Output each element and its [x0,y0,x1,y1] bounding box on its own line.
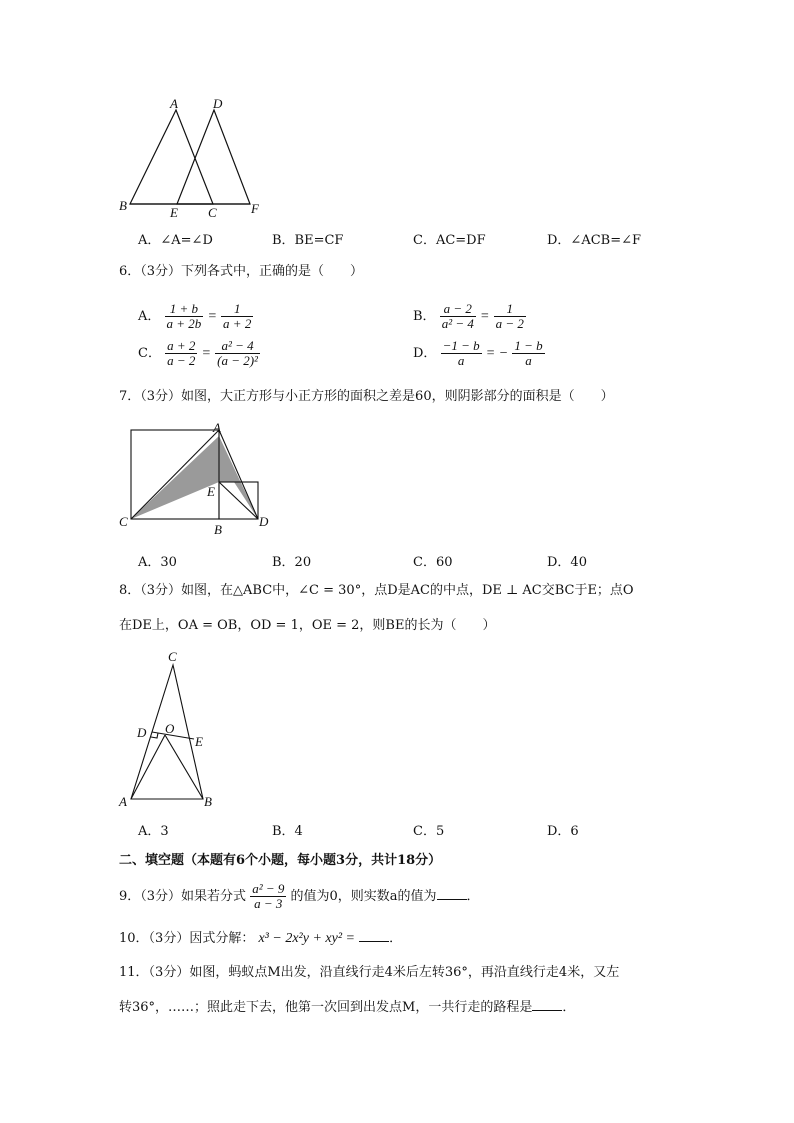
q10-end: ． [389,931,403,946]
q6-a-lhs-num: 1 + b [165,302,204,317]
q6-b-rhs-fraction [494,302,526,331]
q6-c-lhs-den: a − 2 [167,353,196,368]
q6-d-sign: = − [485,346,509,361]
q6-stem: 6．（3分）下列各式中，正确的是（ ） [119,264,364,279]
q6-b-rhs-num: 1 [494,302,526,317]
q6-d-lhs-den: a [457,353,465,368]
q7-stem: 7．（3分）如图，大正方形与小正方形的面积之差是60，则阴影部分的面积是（ ） [119,389,614,404]
label-b: B [204,794,212,809]
label-a: A [170,96,178,111]
q6-d-label: D． [413,346,437,361]
label-a: A [119,794,127,809]
q6-a-lhs-fraction [165,302,204,331]
q11-stem-line2-wrap [119,998,575,1018]
label-c: C [119,514,128,529]
q7-option-b[interactable]: B．20 [272,555,312,570]
q6-option-c[interactable]: C． $\frac{a + 2}{a - 2}$ = $\frac{\text{a² − 4}}{\text{(a − 2)²}}$ [138,338,258,368]
q10-answer-blank[interactable] [359,929,389,942]
q10-expression: x³ − 2x²y + xy² = [258,931,355,946]
q6-b-lhs-den: a² − 4 [441,316,474,331]
q6-c-rhs-den: (a − 2)² [217,353,258,368]
q9-num: a² − 9 [252,881,285,896]
q7-squares-figure [110,420,280,542]
q11-end: ． [562,1000,576,1015]
q6-c-rhs-num: a² − 4 [215,339,260,354]
label-f: F [251,201,259,216]
q6-a-rhs-den: a + 2 [223,316,252,331]
q5-triangles-figure [110,92,270,222]
q5-option-a[interactable]: A．∠A=∠D [138,233,213,248]
label-c: C [168,649,177,664]
label-b: B [214,522,222,537]
label-d: D [259,514,269,529]
q9-fraction [250,882,286,911]
shaded-region-left [131,436,219,519]
q5-option-c[interactable]: C．AC=DF [413,233,486,248]
q6-d-rhs-den: a [525,353,532,368]
q6-b-label: B． [413,309,436,324]
q11-answer-blank[interactable] [532,998,562,1011]
q6-d-lhs-fraction [441,339,482,368]
q6-option-b[interactable]: B． $\frac{a - 2}{\text{a² − 4}}$ = $\frac{1}{a - 2}$ [413,301,524,331]
q5-option-d[interactable]: D．∠ACB=∠F [547,233,642,248]
q7-option-d[interactable]: D．40 [547,555,587,570]
label-e: E [170,205,178,220]
q6-c-lhs-fraction [165,339,197,368]
label-e: E [207,484,215,499]
q7-option-a[interactable]: A．30 [138,555,177,570]
q6-a-rhs-fraction [221,302,253,331]
q9-pre: 9．（3分）如果若分式 [119,889,247,904]
q8-triangle-figure [110,645,230,817]
q10-pre: 10．（3分）因式分解： [119,931,255,946]
q9 [119,882,480,911]
triangle-abc [130,110,213,204]
label-c: C [208,205,217,220]
label-a: A [213,420,221,435]
q6-option-a[interactable]: A． $\frac{1 + b}{a + 2b}$ = $\frac{1}{a + 2}$ [138,301,252,331]
q9-den: a − 3 [254,896,283,911]
q6-a-label: A． [138,309,161,324]
label-e: E [195,734,203,749]
q6-c-rhs-fraction [215,339,260,368]
q5-option-b[interactable]: B．BE=CF [272,233,344,248]
q11-stem-line1: 11．（3分）如图，蚂蚁点M出发，沿直线行走4米后左转36°，再沿直线行走4米，又左 [119,965,620,980]
q8-stem-line1: 8．（3分）如图，在△ABC中，∠C = 30°，点D是AC的中点，DE ⊥ AC交BC于E；点O [119,583,634,598]
q9-answer-blank[interactable] [437,887,467,900]
q6-b-rhs-den: a − 2 [495,316,524,331]
q6-d-lhs-num: −1 − b [442,338,480,353]
q6-a-rhs-num: 1 [221,302,253,317]
q11-stem-line2: 转36°，……；照此走下去，他第一次回到出发点M，一共行走的路程是 [119,1000,533,1015]
q8-option-b[interactable]: B．4 [272,824,303,839]
q6-d-rhs-fraction [512,339,544,368]
label-d: D [213,96,223,111]
label-d: D [137,725,147,740]
q6-b-lhs-fraction [440,302,476,331]
q6-d-rhs-num: 1 − b [514,338,543,353]
label-b: B [119,198,127,213]
section-title: 二、填空题（本题有6个小题，每小题3分，共计18分） [119,853,442,868]
q6-a-lhs-den: a + 2b [166,316,202,331]
q6-b-lhs-num: a − 2 [440,302,476,317]
q9-post: 的值为0，则实数a的值为 [290,889,437,904]
q6-c-label: C． [138,346,161,361]
q9-end: ． [466,889,480,904]
triangle-def [177,110,250,204]
q7-option-c[interactable]: C．60 [413,555,453,570]
q8-stem-line2: 在DE上，OA = OB，OD = 1，OE = 2，则BE的长为（ ） [119,618,496,633]
q10 [119,929,402,949]
q6-c-lhs-num: a + 2 [167,338,196,353]
label-o: O [165,721,175,736]
q8-option-d[interactable]: D．6 [547,824,579,839]
q8-option-a[interactable]: A．3 [138,824,169,839]
right-angle-mark [151,733,158,738]
q6-option-d[interactable] [413,339,545,368]
q8-option-c[interactable]: C．5 [413,824,445,839]
